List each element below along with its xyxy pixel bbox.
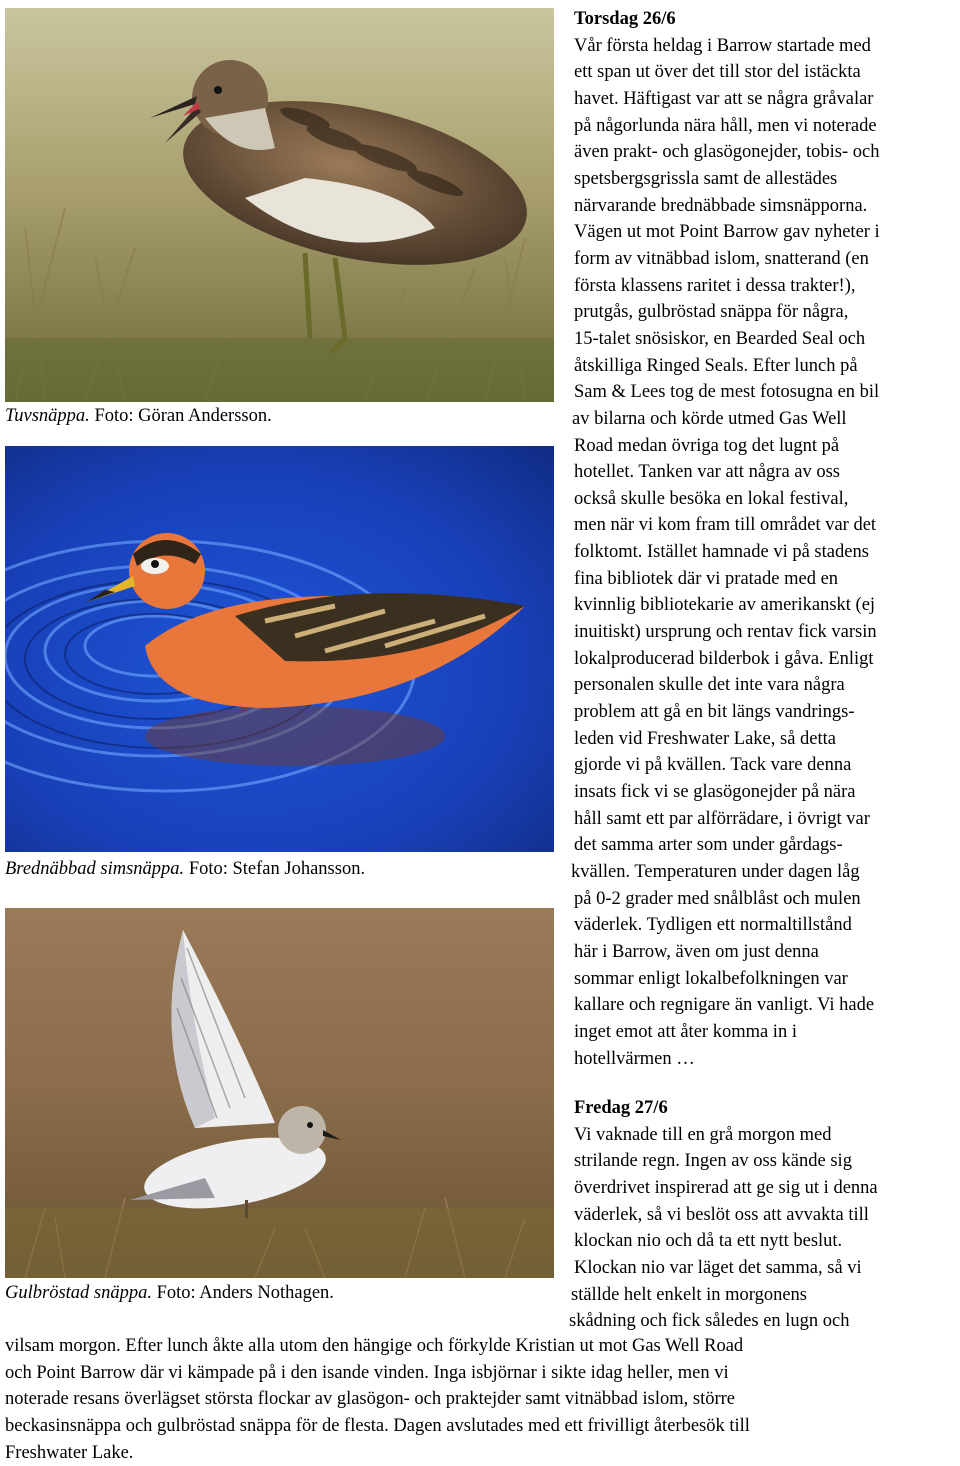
caption-species: Gulbröstad snäppa. [5,1283,152,1303]
thursday-heading: Torsdag 26/6 [574,9,676,29]
text-line: lokalproducerad bilderbok i gåva. Enligt [574,648,874,669]
thursday-text [571,33,958,1073]
text-line: Sam & Lees tog de mest fotosugna en bil [574,382,880,403]
text-line: också skulle besöka en lokal festival, [574,488,849,509]
text-line: leden vid Freshwater Lake, så detta [574,728,836,749]
text-line: beckasinsnäppa och gulbröstad snäppa för de flesta. Dagen avslutades med ett frivilligt återbesök till [5,1415,750,1436]
text-line: håll samt ett par alförrädare, i övrigt var [574,808,870,829]
text-line: och Point Barrow där vi kämpade på i den isande vinden. Inga isbjörnar i sikte idag heller, men vi [5,1362,729,1383]
caption-credit: Foto: Göran Andersson. [89,406,272,426]
text-line: första klassens raritet i dessa trakter!), [574,275,856,296]
red-phalarope-photo-icon [5,446,554,852]
text-line: fina bibliotek där vi pratade med en [574,568,839,589]
text-line: Freshwater Lake. [5,1442,134,1463]
text-line: Road medan övriga tog det lugnt på [574,435,840,456]
text-line: av bilarna och körde utmed Gas Well [572,408,847,429]
photo-red-phalarope [5,446,554,852]
text-line: sommar enligt lokalbefolkningen var [574,968,848,989]
friday-full-width-text [5,1333,957,1466]
text-line: insats fick vi se glasögonejder på nära [574,782,856,803]
text-line: personalen skulle det inte vara några [574,675,845,696]
thursday-section [571,6,958,1072]
text-line: vilsam morgon. Efter lunch åkte alla utom den hängige och förkylde Kristian ut mot Gas Well Road [5,1336,744,1356]
text-line: gjorde vi på kvällen. Tack vare denna [574,755,852,776]
friday-text [569,1122,958,1335]
caption-credit: Foto: Anders Nothagen. [152,1283,334,1303]
text-line: åtskilliga Ringed Seals. Efter lunch på [574,355,858,376]
text-line: problem att gå en bit längs vandrings- [574,702,855,723]
text-line: kvällen. Temperaturen under dagen låg [571,862,860,882]
text-line: havet. Häftigast var att se några gråvalar [574,88,874,109]
text-line: hotellvärmen … [574,1048,695,1069]
text-line: ställde helt enkelt in morgonens [571,1284,808,1305]
text-line: Vår första heldag i Barrow startade med [574,35,871,56]
text-line: överdrivet inspirerad att ge sig ut i denna [574,1177,878,1198]
friday-heading: Fredag 27/6 [574,1098,668,1118]
friday-continuation [5,1333,957,1466]
photo-caption-2 [5,857,365,881]
text-line: men när vi kom fram till området var det [574,515,877,536]
text-line: på någorlunda nära håll, men vi noterade [574,115,877,136]
text-line: Vi vaknade till en grå morgon med [574,1124,832,1145]
text-line: inget emot att åter komma in i [574,1021,797,1042]
text-line: Klockan nio var läget det samma, så vi [574,1257,862,1278]
text-line: det samma arter som under gårdags- [574,835,843,856]
text-line: hotellet. Tanken var att några av oss [574,462,841,483]
text-line: på 0-2 grader med snålblåst och mulen [574,888,861,909]
text-line: form av vitnäbbad islom, snatterand (en [574,248,869,269]
text-line: strilande regn. Ingen av oss kände sig [574,1151,852,1172]
text-line: klockan nio och då ta ett nytt beslut. [574,1231,843,1252]
photo-pectoral-sandpiper [5,8,554,402]
caption-species: Brednäbbad simsnäppa. [5,859,185,879]
text-line: ett span ut över det till stor del istäckta [574,62,861,83]
text-line: väderlek, så vi beslöt oss att avvakta till [574,1204,869,1225]
text-line: närvarande brednäbbade simsnäpporna. [574,195,868,216]
text-line: noterade resans överlägset största flockar av glasögon- och praktejder samt vitnäbbad islom, större [5,1389,736,1410]
text-line: skådning och fick således en lugn och [569,1311,850,1332]
pectoral-sandpiper-photo-icon [5,8,554,402]
text-line: folktomt. Istället hamnade vi på stadens [574,542,869,563]
text-line: väderlek. Tydligen ett normaltillstånd [574,915,852,936]
friday-section [569,1095,958,1335]
photo-caption-1 [5,404,272,428]
photo-buff-breasted-sandpiper [5,908,554,1278]
text-line: även prakt- och glasögonejder, tobis- och [574,142,880,163]
text-line: prutgås, gulbröstad snäppa för några, [574,302,849,323]
text-line: inuitiskt) ursprung och rentav fick varsin [574,622,877,643]
buff-breasted-sandpiper-photo-icon [5,908,554,1278]
text-line: spetsbergsgrissla samt de allestädes [574,168,838,189]
text-line: 15-talet snösiskor, en Bearded Seal och [574,328,866,349]
text-line: kallare och regnigare än vanligt. Vi hade [574,995,875,1016]
photo-caption-3 [5,1281,334,1305]
caption-credit: Foto: Stefan Johansson. [184,859,366,879]
caption-species: Tuvsnäppa. [5,406,90,426]
text-line: kvinnlig bibliotekarie av amerikanskt (ej [574,595,876,616]
text-line: Vägen ut mot Point Barrow gav nyheter i [574,222,880,243]
text-line: här i Barrow, även om just denna [574,941,819,962]
